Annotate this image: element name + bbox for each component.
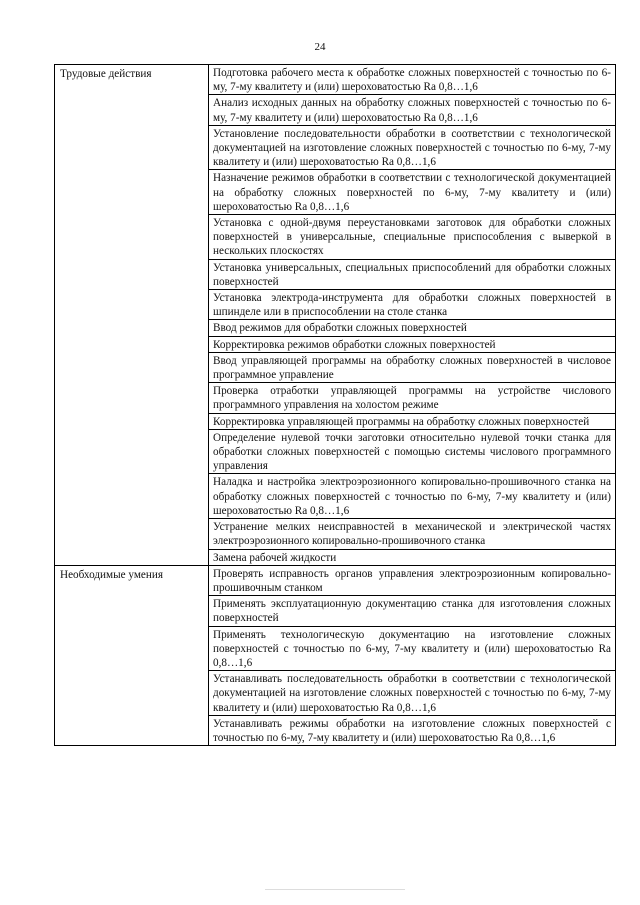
list-item: Устанавливать последовательность обработки в соответствии с технологической документацией на изготовление сложных поверхностей с точностью по 6-му, 7-му квалитету и (или) шероховатостью Ra 0,8…1,6	[209, 671, 615, 716]
list-item: Проверять исправность органов управления электроэрозионным копировально-прошивочным станком	[209, 566, 615, 596]
list-item: Подготовка рабочего места к обработке сложных поверхностей с точностью по 6-му, 7-му квалитету и (или) шероховатостью Ra 0,8…1,6	[209, 65, 615, 95]
category-labor-actions: Трудовые действия	[55, 65, 209, 566]
footer-divider	[265, 889, 405, 890]
list-item: Установление последовательности обработки в соответствии с технологической документацией на изготовление сложных поверхностей с точностью по 6-му, 7-му квалитету и (или) шероховатостью Ra 0,8…1,6	[209, 126, 615, 171]
list-item: Анализ исходных данных на обработку сложных поверхностей с точностью по 6-му, 7-му квалитету и (или) шероховатостью Ra 0,8…1,6	[209, 95, 615, 125]
list-item: Ввод управляющей программы на обработку сложных поверхностей в числовое программное управление	[209, 353, 615, 383]
table-row-required-skills	[55, 565, 616, 745]
requirements-table	[54, 64, 616, 746]
list-item: Определение нулевой точки заготовки относительно нулевой точки станка для обработки сложных поверхностей с помощью системы числового программного управления	[209, 430, 615, 475]
list-item: Применять технологическую документацию на изготовление сложных поверхностей с точностью по 6-му, 7-му квалитету и (или) шероховатостью Ra 0,8…1,6	[209, 627, 615, 672]
category-required-skills: Необходимые умения	[55, 565, 209, 745]
list-item: Корректировка управляющей программы на обработку сложных поверхностей	[209, 414, 615, 430]
list-item: Устранение мелких неисправностей в механической и электрической частях электроэрозионного копировально-прошивочного станка	[209, 519, 615, 549]
list-item: Замена рабочей жидкости	[213, 551, 337, 564]
list-item: Ввод режимов для обработки сложных поверхностей	[209, 320, 615, 336]
list-item: Корректировка режимов обработки сложных поверхностей	[209, 337, 615, 353]
list-item: Назначение режимов обработки в соответствии с технологической документацией на обработку сложных поверхностей по 6-му, 7-му квалитету и (или) шероховатостью Ra 0,8…1,6	[209, 170, 615, 215]
items-cell-labor-actions	[209, 65, 616, 566]
page-number: 24	[314, 41, 326, 53]
list-item: Устанавливать режимы обработки на изготовление сложных поверхностей с точностью по 6-му, 7-му квалитету и (или) шероховатостью Ra 0,8…1,6	[213, 717, 611, 744]
table-row-labor-actions	[55, 65, 616, 566]
list-item: Применять эксплуатационную документацию станка для изготовления сложных поверхностей	[209, 596, 615, 626]
items-cell-required-skills	[209, 565, 616, 745]
list-item: Проверка отработки управляющей программы на устройстве числового программного управления на холостом режиме	[209, 383, 615, 413]
list-item: Установка с одной-двумя переустановками заготовок для обработки сложных поверхностей в универсальные, специальные приспособления с выверкой в нескольких плоскостях	[209, 215, 615, 260]
list-item: Установка универсальных, специальных приспособлений для обработки сложных поверхностей	[209, 260, 615, 290]
list-item: Наладка и настройка электроэрозионного копировально-прошивочного станка на обработку сложных поверхностей с точностью по 6-му, 7-му квалитету и (или) шероховатостью Ra 0,8…1,6	[209, 474, 615, 519]
list-item: Установка электрода-инструмента для обработки сложных поверхностей в шпинделе или в приспособлении на столе станка	[209, 290, 615, 320]
